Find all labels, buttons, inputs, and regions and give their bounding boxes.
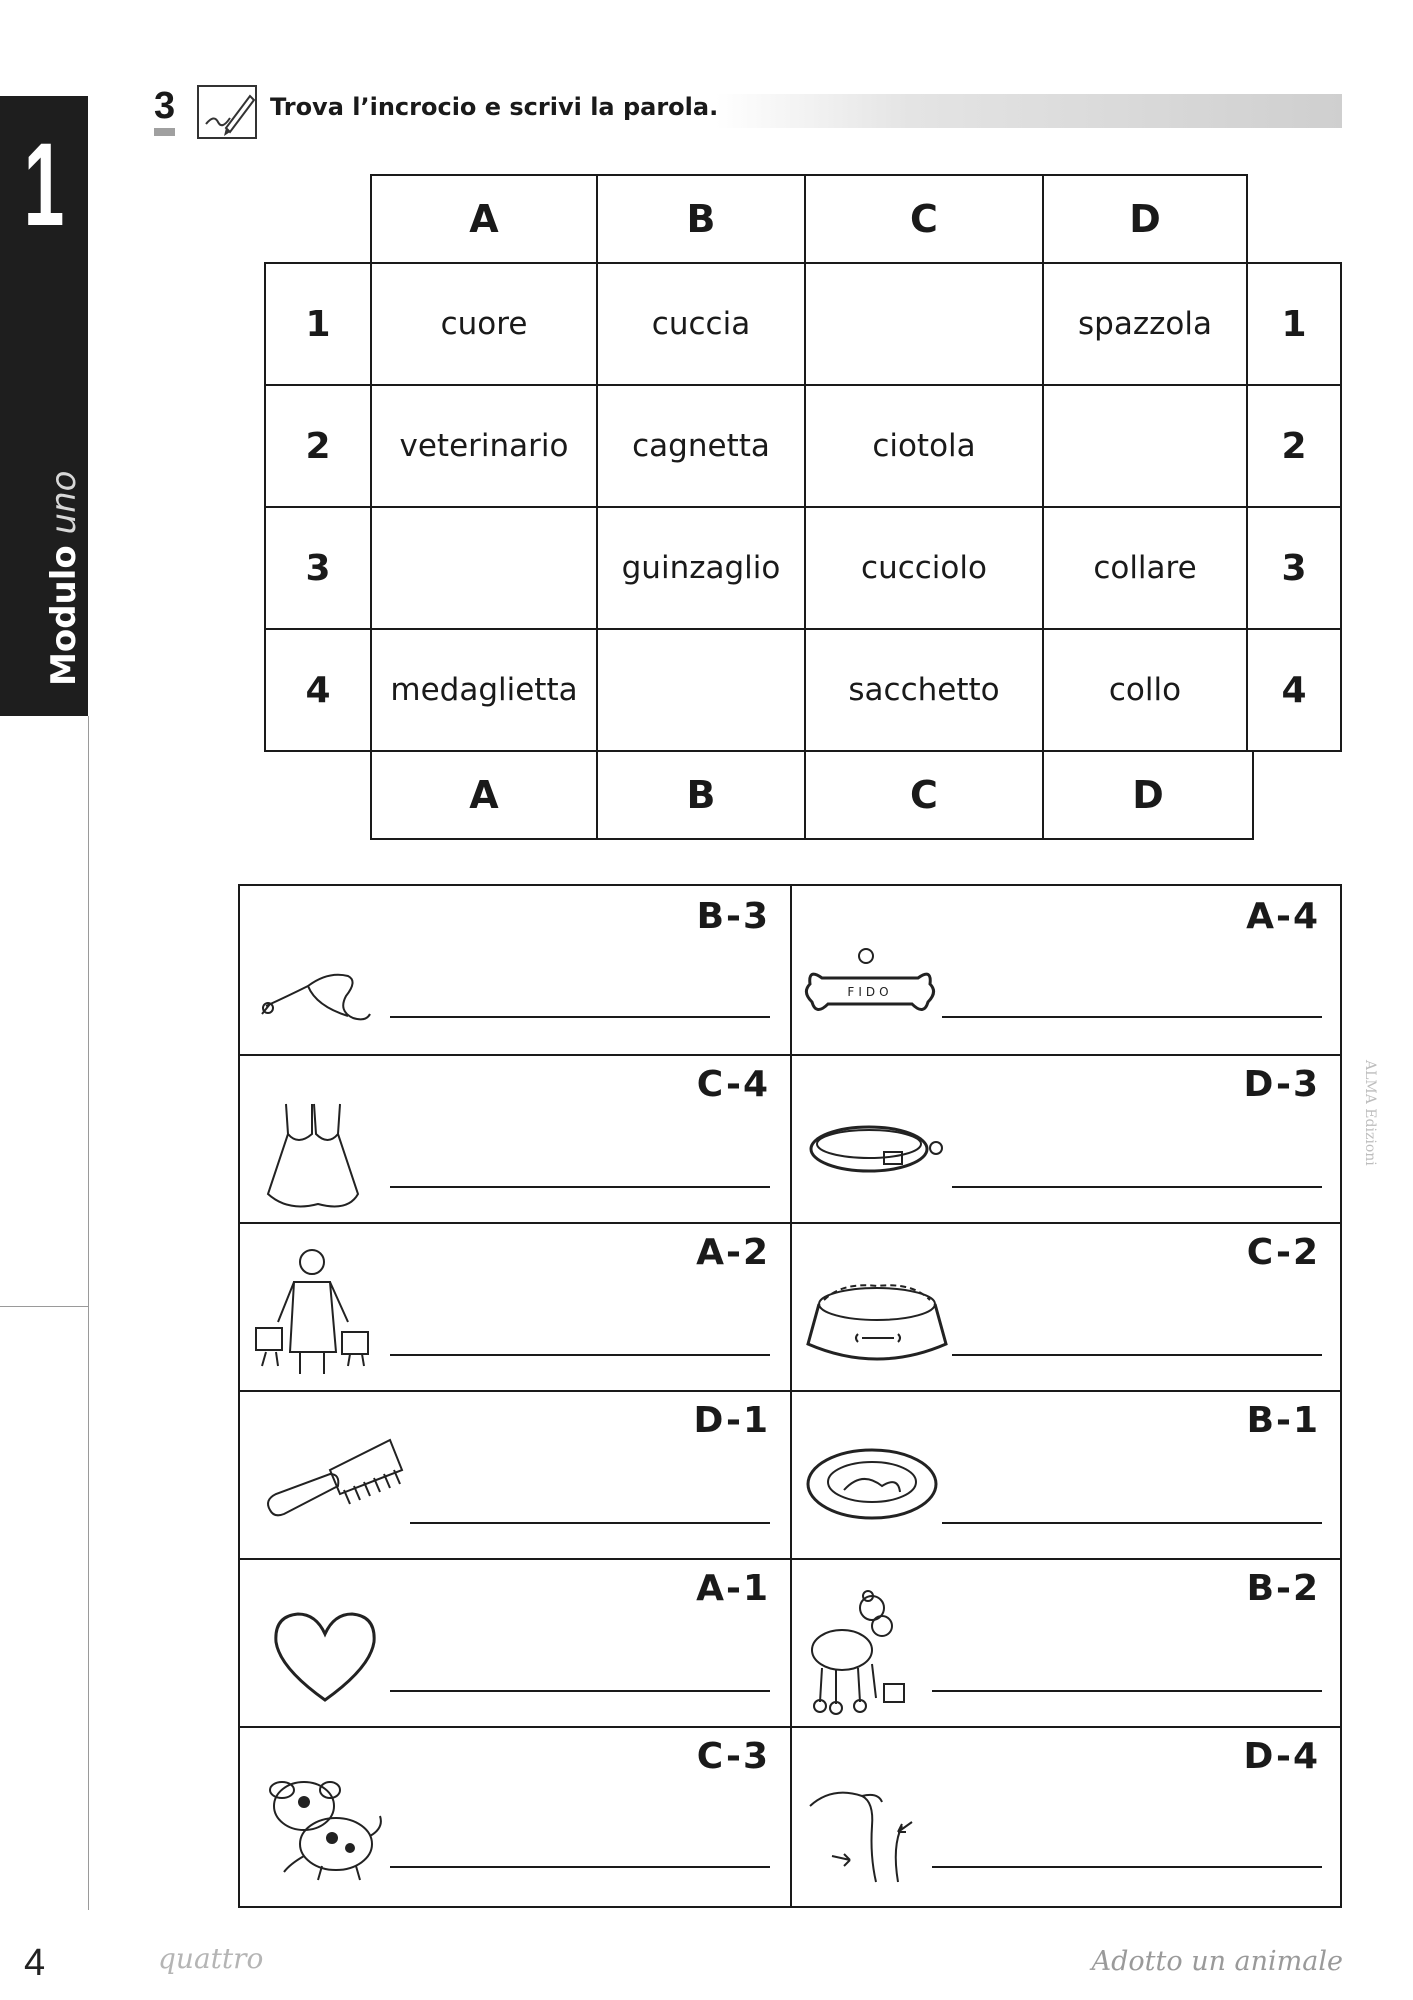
grid-cell-d4: collo [1042, 628, 1248, 752]
answer-item [240, 1222, 790, 1390]
column-footer-b: B [596, 750, 806, 840]
row-header-4-left: 4 [264, 628, 372, 752]
veterinarian-icon [250, 1242, 380, 1382]
brush-icon [260, 1430, 410, 1530]
exercise-title: Trova l’incrocio e scrivi la parola. [270, 93, 719, 121]
bone-tag-icon [800, 946, 940, 1030]
answer-coordinate: A-2 [696, 1232, 770, 1273]
answer-coordinate: C-4 [696, 1064, 770, 1105]
row-header-1-left: 1 [264, 262, 372, 386]
answer-item [792, 1558, 1340, 1726]
pencil-writing-icon [196, 84, 258, 140]
margin-line [88, 716, 89, 1910]
answer-write-line[interactable] [932, 1866, 1322, 1868]
row-header-3-left: 3 [264, 506, 372, 630]
answer-write-line[interactable] [390, 1866, 770, 1868]
answer-item [240, 1726, 790, 1906]
book-title: Adotto un animale [1091, 1946, 1343, 1977]
poodle-icon [802, 1588, 922, 1718]
answer-write-line[interactable] [942, 1522, 1322, 1524]
module-label-bold: Modulo [44, 545, 84, 686]
row-header-1-right: 1 [1246, 262, 1342, 386]
module-label-italic: uno [44, 470, 84, 535]
column-header-c: C [804, 174, 1044, 264]
module-tab [0, 96, 88, 716]
grid-cell-b4 [596, 628, 806, 752]
answer-write-line[interactable] [390, 1354, 770, 1356]
answer-write-line[interactable] [942, 1016, 1322, 1018]
grid-cell-b1: cuccia [596, 262, 806, 386]
answer-item [792, 1390, 1340, 1558]
answer-coordinate: B-1 [1246, 1400, 1320, 1441]
answer-coordinate: B-3 [696, 896, 770, 937]
grid-cell-d1: spazzola [1042, 262, 1248, 386]
answer-coordinate: A-4 [1246, 896, 1320, 937]
bone-tag-text: FIDO [847, 985, 893, 999]
column-header-a: A [370, 174, 598, 264]
publisher-credit: ALMA Edizioni [1362, 1060, 1378, 1166]
answer-write-line[interactable] [390, 1690, 770, 1692]
answer-item [240, 1558, 790, 1726]
answer-coordinate: C-2 [1246, 1232, 1320, 1273]
answer-coordinate: C-3 [696, 1736, 770, 1777]
answer-item [240, 1054, 790, 1222]
grid-cell-d2 [1042, 384, 1248, 508]
dog-neck-icon [802, 1766, 922, 1886]
answer-write-line[interactable] [952, 1186, 1322, 1188]
leash-icon [258, 956, 378, 1026]
grid-cell-b2: cagnetta [596, 384, 806, 508]
answer-coordinate: D-4 [1243, 1736, 1320, 1777]
answer-item [792, 1054, 1340, 1222]
row-header-3-right: 3 [1246, 506, 1342, 630]
dog-bed-icon [802, 1440, 942, 1530]
row-header-2-right: 2 [1246, 384, 1342, 508]
answer-item [240, 886, 790, 1054]
grid-cell-a3 [370, 506, 598, 630]
answer-item [240, 1390, 790, 1558]
grid-cell-a2: veterinario [370, 384, 598, 508]
puppy-icon [260, 1766, 390, 1886]
grid-cell-c4: sacchetto [804, 628, 1044, 752]
grid-cell-c3: cucciolo [804, 506, 1044, 630]
answer-write-line[interactable] [952, 1354, 1322, 1356]
grid-cell-d3: collare [1042, 506, 1248, 630]
grid-cell-c2: ciotola [804, 384, 1044, 508]
answer-grid [238, 884, 1342, 1908]
answer-item [792, 1222, 1340, 1390]
answer-write-line[interactable] [390, 1186, 770, 1188]
dog-collar-icon [804, 1114, 954, 1184]
module-label [44, 471, 84, 686]
answer-write-line[interactable] [410, 1522, 770, 1524]
grid-cell-a4: medaglietta [370, 628, 598, 752]
column-footer-a: A [370, 750, 598, 840]
heart-icon [270, 1608, 380, 1708]
plastic-bag-icon [258, 1094, 368, 1214]
page-number-word: quattro [158, 1942, 264, 1975]
row-header-4-right: 4 [1246, 628, 1342, 752]
module-number: 1 [23, 119, 65, 251]
grid-cell-a1: cuore [370, 262, 598, 386]
answer-write-line[interactable] [932, 1690, 1322, 1692]
answer-write-line[interactable] [390, 1016, 770, 1018]
answer-coordinate: D-3 [1243, 1064, 1320, 1105]
column-header-d: D [1042, 174, 1248, 264]
answer-coordinate: D-1 [693, 1400, 770, 1441]
exercise-number: 3 [154, 86, 175, 136]
food-bowl-icon [802, 1278, 952, 1368]
answer-coordinate: A-1 [696, 1568, 770, 1609]
answer-item [792, 886, 1340, 1054]
answer-coordinate: B-2 [1246, 1568, 1320, 1609]
answer-item [792, 1726, 1340, 1906]
column-footer-d: D [1042, 750, 1254, 840]
column-footer-c: C [804, 750, 1044, 840]
page-number: 4 [24, 1942, 46, 1984]
column-header-b: B [596, 174, 806, 264]
grid-cell-c1 [804, 262, 1044, 386]
row-header-2-left: 2 [264, 384, 372, 508]
margin-divider [0, 1306, 88, 1307]
grid-cell-b3: guinzaglio [596, 506, 806, 630]
